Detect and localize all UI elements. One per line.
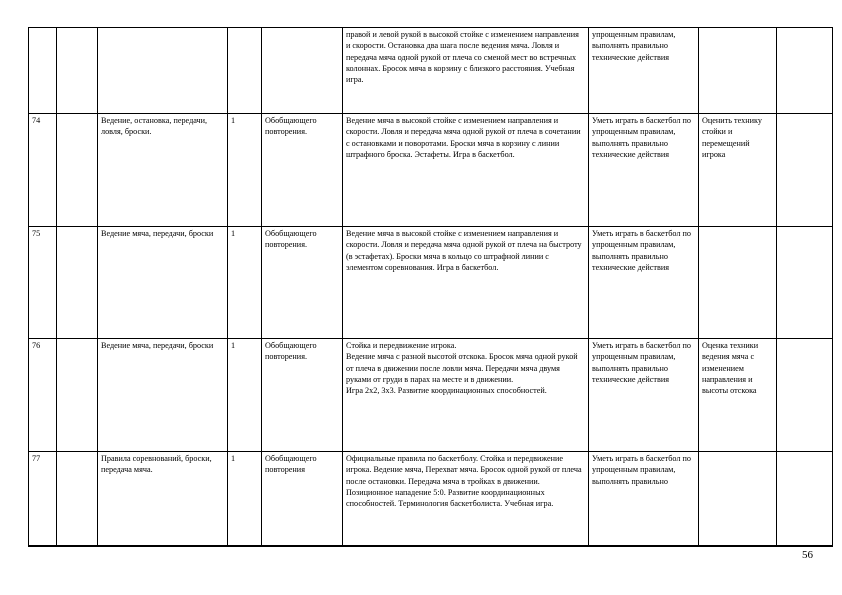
- cell-date-plan: [57, 227, 98, 339]
- table-row: [29, 114, 833, 227]
- cell-skills: Уметь играть в баскетбол по упрощенным правилам, выполнять правильно технические действия: [589, 227, 699, 339]
- cell-content: правой и левой рукой в высокой стойке с изменением направления и скорости. Остановка два шага после ведения мяча. Ловля и передача мяча одной рукой от плеча со сменой мест во встречных колоннах. Бросок мяча в корзину с близкого расстояния. Учебная игра.: [343, 28, 589, 114]
- cell-lesson-type: [262, 28, 343, 114]
- cell-lesson-type: Обобщающего повторения.: [262, 114, 343, 227]
- cell-content: Официальные правила по баскетболу. Стойка и передвижение игрока. Ведение мяча, Перехват мяча. Бросок одной рукой от плеча после остановки. Передача мяча в тройках в движении. Позиционное нападение 5:0. Развитие координационных способностей. Терминология баскетболиста. Учебная игра.: [343, 452, 589, 546]
- cell-topic: Ведение, остановка, передачи, ловля, броски.: [98, 114, 228, 227]
- cell-content: Ведение мяча в высокой стойке с изменением направления и скорости. Ловля и передача мяча одной рукой от плеча в сочетании с остановками и поворотами. Броски мяча в корзину с линии штрафного броска. Эстафеты. Игра в баскетбол.: [343, 114, 589, 227]
- cell-number: 75: [29, 227, 57, 339]
- cell-content: Стойка и передвижение игрока. Ведение мяча с разной высотой отскока. Бросок мяча одной рукой от плеча в движении после ловли мяча. Передачи мяча двумя руками от груди в парах на месте и в движении. Игра 2х2, 3х3. Развитие координационных способностей.: [343, 339, 589, 452]
- cell-hours: 1: [228, 339, 262, 452]
- cell-topic: [98, 28, 228, 114]
- cell-number: [29, 28, 57, 114]
- cell-date-fact: [777, 339, 833, 452]
- cell-hours: 1: [228, 452, 262, 546]
- cell-date-plan: [57, 339, 98, 452]
- cell-date-fact: [777, 227, 833, 339]
- cell-date-fact: [777, 28, 833, 114]
- cell-control: Оценка техники ведения мяча с изменением направления и высоты отскока: [699, 339, 777, 452]
- cell-control: [699, 227, 777, 339]
- cell-number: 77: [29, 452, 57, 546]
- lesson-plan-table: [28, 27, 833, 547]
- table-body: [29, 28, 833, 546]
- cell-control: [699, 452, 777, 546]
- cell-date-plan: [57, 452, 98, 546]
- cell-topic: Ведение мяча, передачи, броски: [98, 227, 228, 339]
- cell-date-fact: [777, 114, 833, 227]
- cell-lesson-type: Обобщающего повторения.: [262, 339, 343, 452]
- cell-skills: Уметь играть в баскетбол по упрощенным правилам, выполнять правильно: [589, 452, 699, 546]
- cell-content: Ведение мяча в высокой стойке с изменением направления и скорости. Ловля и передача мяча одной рукой от плеча на быстроту (в эстафетах). Броски мяча в кольцо со штрафной линии с элементом соревнования. Игра в баскетбол.: [343, 227, 589, 339]
- cell-skills: упрощенным правилам, выполнять правильно технические действия: [589, 28, 699, 114]
- table-row: [29, 28, 833, 114]
- cell-date-fact: [777, 452, 833, 546]
- cell-lesson-type: Обобщающего повторения: [262, 452, 343, 546]
- cell-lesson-type: Обобщающего повторения.: [262, 227, 343, 339]
- table-row: [29, 339, 833, 452]
- cell-date-plan: [57, 114, 98, 227]
- cell-topic: Ведение мяча, передачи, броски: [98, 339, 228, 452]
- cell-skills: Уметь играть в баскетбол по упрощенным правилам, выполнять правильно технические действия: [589, 339, 699, 452]
- cell-topic: Правила соревнований, броски, передача мяча.: [98, 452, 228, 546]
- cell-number: 76: [29, 339, 57, 452]
- cell-hours: 1: [228, 227, 262, 339]
- table-row: [29, 452, 833, 546]
- cell-control: Оценить технику стойки и перемещений игрока: [699, 114, 777, 227]
- cell-date-plan: [57, 28, 98, 114]
- table-row: [29, 227, 833, 339]
- cell-control: [699, 28, 777, 114]
- cell-hours: 1: [228, 114, 262, 227]
- page-number: 56: [802, 549, 813, 561]
- cell-hours: [228, 28, 262, 114]
- cell-skills: Уметь играть в баскетбол по упрощенным правилам, выполнять правильно технические действия: [589, 114, 699, 227]
- cell-number: 74: [29, 114, 57, 227]
